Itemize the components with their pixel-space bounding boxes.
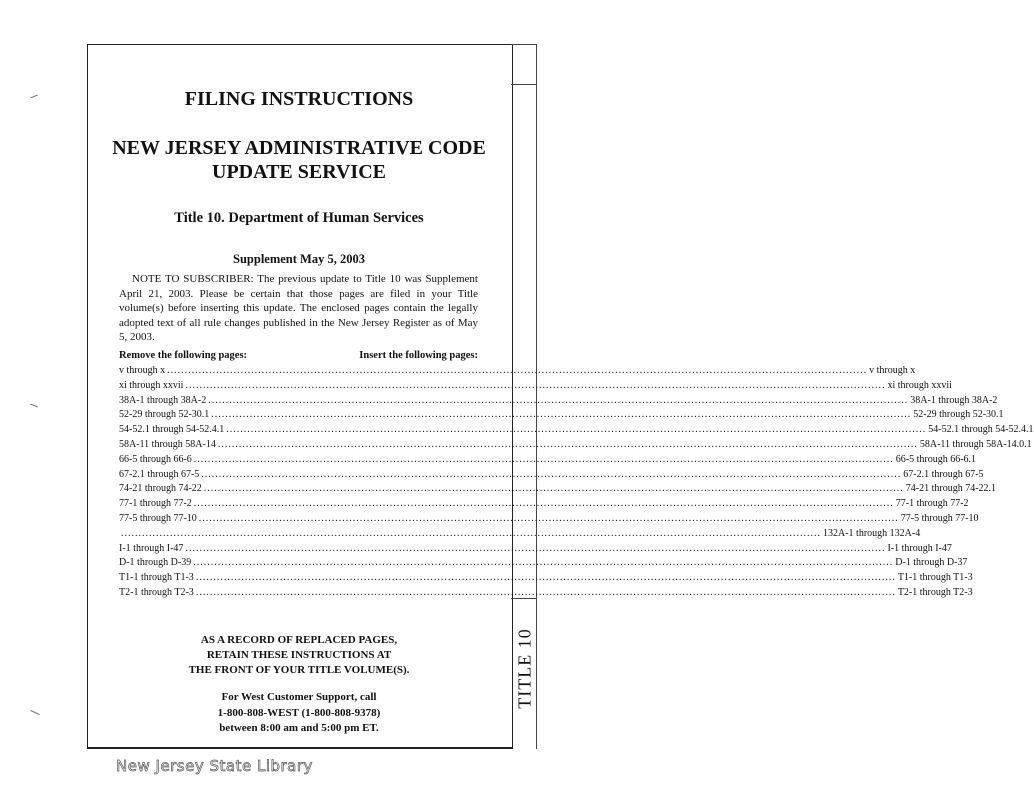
dot-leader: ........................................................................................................................................................................................................ [211,409,912,421]
scan-mark [30,404,38,408]
remove-pages: 67-2.1 through 67-5 [119,468,200,480]
table-row [119,482,997,497]
remove-pages: xi through xxvii [119,379,184,391]
dot-leader: ........................................................................................................................................................................................................ [167,365,868,376]
code-title [87,136,511,184]
insert-pages: 74-21 through 74-22.1 [905,483,997,495]
dot-leader: ........................................................................................................................................................................................................ [208,394,909,406]
remove-pages: 58A-11 through 58A-14 [119,438,216,450]
subscriber-note: NOTE TO SUBSCRIBER: The previous update to Title 10 was Supplement April 21, 2003. Please be certain that those pages are filed in your Title volume(s) before inserting this update. The enclosed pages contain the legally adopted text of all rule changes published in the New Jersey Register as of May 5, 2003. [119,273,478,343]
code-title-line2: UPDATE SERVICE [212,161,386,183]
remove-pages: v through x [119,365,166,376]
insert-pages: 52-29 through 52-30.1 [913,409,1004,421]
remove-pages: T2-1 through T2-3 [119,586,194,598]
record-notice [87,633,511,678]
insert-column-header: Insert the following pages: [359,350,478,361]
insert-pages: 67-2.1 through 67-5 [903,468,984,480]
dot-leader: ........................................................................................................................................................................................................ [195,586,896,598]
table-row [119,512,979,527]
remove-pages: 77-1 through 77-2 [119,498,192,510]
dot-leader: ........................................................................................................................................................................................................ [121,527,821,539]
table-row [119,379,952,394]
title-line: Title 10. Department of Human Services [174,210,424,226]
insert-pages: D-1 through D-37 [895,557,968,569]
customer-support [87,690,511,737]
page-heading: FILING INSTRUCTIONS [184,88,414,110]
dot-leader: ........................................................................................................................................................................................................ [185,379,886,391]
dot-leader: ........................................................................................................................................................................................................ [193,557,894,569]
dot-leader: ........................................................................................................................................................................................................ [198,512,899,524]
dot-leader: ........................................................................................................................................................................................................ [193,498,894,510]
remove-column-header: Remove the following pages: [119,350,248,361]
insert-pages: T2-1 through T2-3 [897,586,973,598]
record-line: THE FRONT OF YOUR TITLE VOLUME(S). [188,664,410,676]
table-row [119,408,1004,423]
remove-pages: I-1 through I-47 [119,542,184,554]
table-row [119,586,973,601]
remove-pages: 38A-1 through 38A-2 [119,394,207,406]
table-row [119,527,921,542]
table-row [119,556,968,571]
side-tab-label: TITLE 10 [514,627,535,709]
remove-pages: 66-5 through 66-6 [119,453,192,465]
insert-pages: 38A-1 through 38A-2 [910,394,998,406]
insert-pages: v through x [869,365,916,376]
remove-pages: 74-21 through 74-22 [119,483,202,495]
insert-pages: 54-52.1 through 54-52.4.1 [928,424,1034,436]
insert-pages: T1-1 through T1-3 [897,572,973,584]
dot-leader: ........................................................................................................................................................................................................ [217,438,918,450]
library-stamp: New Jersey State Library [116,757,313,775]
remove-pages: 77-5 through 77-10 [119,512,197,524]
tab-divider [511,84,536,85]
table-row [119,394,998,409]
dot-leader: ........................................................................................................................................................................................................ [193,453,894,465]
remove-pages: 54-52.1 through 54-52.4.1 [119,424,225,436]
dot-leader: ........................................................................................................................................................................................................ [201,468,902,480]
table-row [119,571,973,586]
remove-pages: D-1 through D-39 [119,557,192,569]
support-line: For West Customer Support, call [221,691,377,703]
support-line: between 8:00 am and 5:00 pm ET. [219,722,379,734]
insert-pages: 77-1 through 77-2 [895,498,969,510]
table-row [119,468,984,483]
supplement-date: Supplement May 5, 2003 [233,252,365,266]
remove-pages: T1-1 through T1-3 [119,572,194,584]
insert-pages: 132A-1 through 132A-4 [823,527,921,539]
record-line: AS A RECORD OF REPLACED PAGES, [200,634,398,646]
insert-pages: 77-5 through 77-10 [900,512,979,524]
scan-mark [30,95,38,99]
dot-leader: ........................................................................................................................................................................................................ [195,572,896,584]
record-line: RETAIN THESE INSTRUCTIONS AT [206,649,392,661]
table-row [119,542,952,557]
scan-mark [30,710,39,715]
table-row [119,438,1032,453]
table-row [119,497,969,512]
support-line: 1-800-808-WEST (1-800-808-9378) [217,706,381,719]
page-list [119,364,1034,601]
table-row [119,364,916,379]
table-row [119,453,977,468]
dot-leader: ........................................................................................................................................................................................................ [226,424,927,436]
table-row [119,423,1034,438]
insert-pages: 66-5 through 66-6.1 [895,453,977,465]
dot-leader: ........................................................................................................................................................................................................ [203,483,904,495]
code-title-line1: NEW JERSEY ADMINISTRATIVE CODE [112,137,486,159]
remove-pages: 52-29 through 52-30.1 [119,409,210,421]
insert-pages: 58A-11 through 58A-14.0.1 [919,438,1032,450]
insert-pages: I-1 through I-47 [887,542,952,554]
insert-pages: xi through xxvii [887,379,952,391]
dot-leader: ........................................................................................................................................................................................................ [185,542,886,554]
